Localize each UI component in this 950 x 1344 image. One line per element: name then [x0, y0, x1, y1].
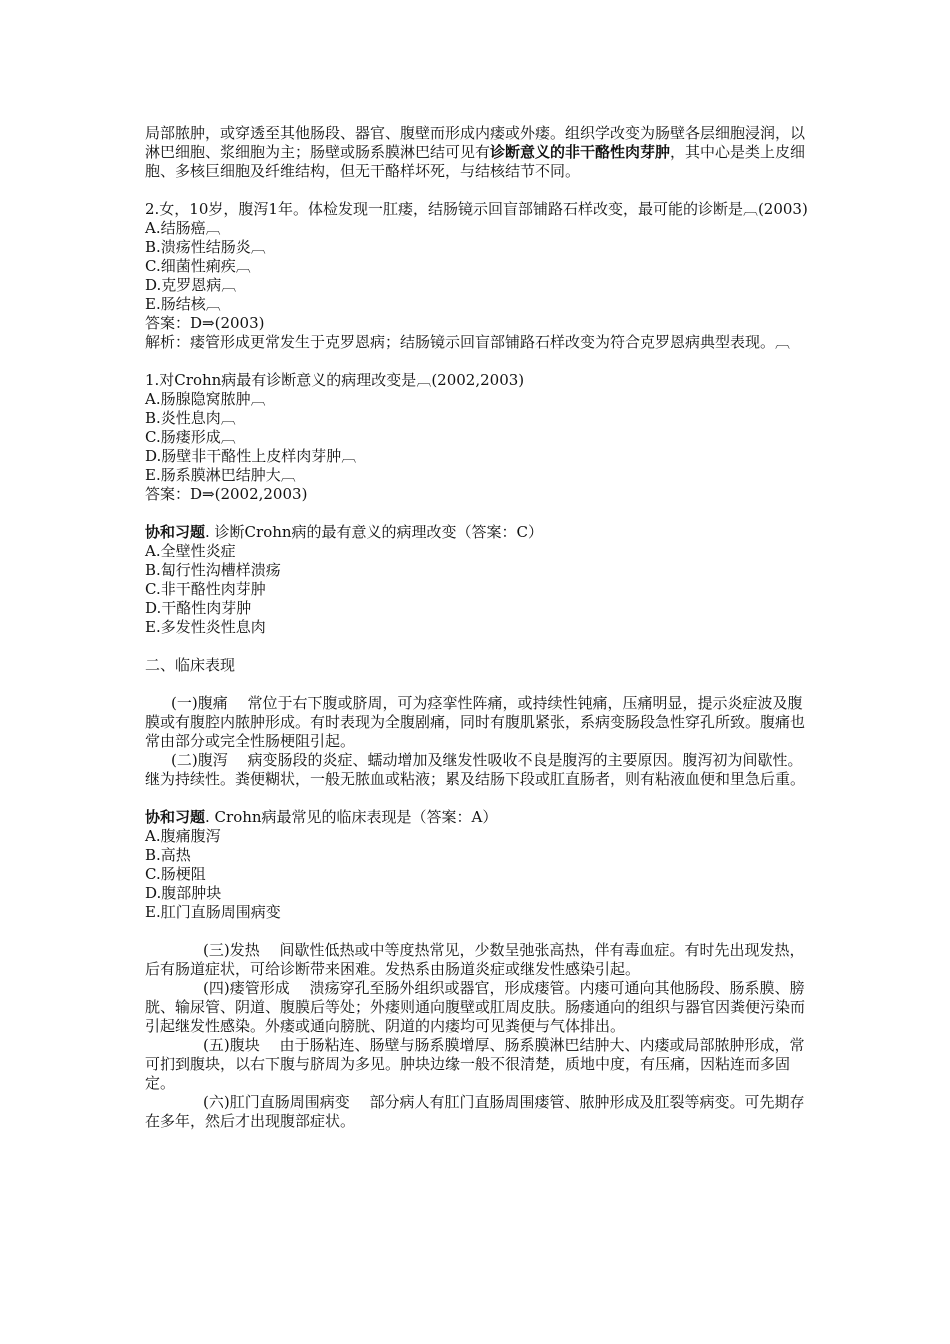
intro-text-b: ，其中心是类上皮细胞、多核巨细胞及纤维结构，但无干酪样坏死，与结核结节不同。	[145, 143, 806, 180]
option-c: C.肠瘘形成︹	[145, 428, 236, 446]
option-c: C.细菌性痢疾︹	[145, 257, 251, 275]
option-a: A.腹痛腹泻	[145, 827, 221, 845]
document-page	[145, 124, 815, 1131]
clinical-paragraph: (三)发热 间歇性低热或中等度热常见，少数呈弛张高热，伴有毒血症。有时先出现发热，后有肠道症状，可给诊断带来困难。发热系由肠道炎症或继发性感染引起。	[145, 941, 805, 978]
option-d: D.克罗恩病︹	[145, 276, 237, 294]
section-title: 二、临床表现	[145, 656, 236, 674]
option-d: D.干酪性肉芽肿	[145, 599, 252, 617]
analysis: 解析：瘘管形成更常发生于克罗恩病；结肠镜示回盲部铺路石样改变为符合克罗恩病典型表现。︹	[145, 333, 791, 351]
option-e: E.肠系膜淋巴结肿大︹	[145, 466, 296, 484]
option-a: A.全壁性炎症	[145, 542, 236, 560]
option-c: C.肠梗阻	[145, 865, 206, 883]
option-d: D.腹部肿块	[145, 884, 222, 902]
exercise-stem	[145, 808, 815, 827]
intro-bold-text: 诊断意义的非干酪性肉芽肿	[490, 143, 671, 161]
exercise-stem	[145, 523, 815, 542]
option-e: E.肛门直肠周围病变	[145, 903, 281, 921]
option-e: E.肠结核︹	[145, 295, 221, 313]
exercise-1	[145, 523, 815, 637]
question-stem: 1.对Crohn病最有诊断意义的病理改变是︹(2002,2003)	[145, 371, 525, 389]
option-b: B.溃疡性结肠炎︹	[145, 238, 266, 256]
exercise-label: 协和习题	[145, 523, 206, 541]
answer: 答案：D⇒(2003)	[145, 314, 265, 332]
clinical-block-1	[145, 694, 815, 789]
option-d: D.肠壁非干酪性上皮样肉芽肿︹	[145, 447, 357, 465]
clinical-block-2	[145, 941, 815, 1131]
option-e: E.多发性炎性息肉	[145, 618, 266, 636]
option-b: B.炎性息肉︹	[145, 409, 236, 427]
exercise-text: . 诊断Crohn病的最有意义的病理改变（答案：C）	[205, 523, 544, 541]
answer: 答案：D⇒(2002,2003)	[145, 485, 308, 503]
exercise-label: 协和习题	[145, 808, 206, 826]
clinical-paragraph: (二)腹泻 病变肠段的炎症、蠕动增加及继发性吸收不良是腹泻的主要原因。腹泻初为间歇性。继为持续性。粪便糊状，一般无脓血或粘液；累及结肠下段或肛直肠者，则有粘液血便和里急后重。	[145, 751, 806, 788]
question-stem: 2.女，10岁，腹泻1年。体检发现一肛瘘，结肠镜示回盲部铺路石样改变，最可能的诊断是︹(2003)	[145, 200, 808, 218]
clinical-paragraph: (一)腹痛 常位于右下腹或脐周，可为痉挛性阵痛，或持续性钝痛，压痛明显，提示炎症波及腹膜或有腹腔内脓肿形成。有时表现为全腹剧痛，同时有腹肌紧张，系病变肠段急性穿孔所致。腹痛也常由部分或完全性肠梗阻引起。	[145, 694, 806, 750]
clinical-paragraph: (五)腹块 由于肠粘连、肠壁与肠系膜增厚、肠系膜淋巴结肿大、内瘘或局部脓肿形成，常可扪到腹块，以右下腹与脐周为多见。肿块边缘一般不很清楚，质地中度，有压痛，因粘连而多固定。	[145, 1036, 805, 1092]
intro-text-a: 局部脓肿，或穿透至其他肠段、器官、腹壁而形成内瘘或外瘘。组织学改变为肠壁各层细胞浸润，以淋巴细胞、浆细胞为主；肠壁或肠系膜淋巴结可见有	[145, 124, 806, 161]
intro-paragraph	[145, 124, 815, 181]
option-b: B.匐行性沟槽样溃疡	[145, 561, 281, 579]
option-a: A.结肠癌︹	[145, 219, 221, 237]
exercise-2	[145, 808, 815, 922]
option-a: A.肠腺隐窝脓肿︹	[145, 390, 266, 408]
question-2	[145, 200, 815, 352]
question-1	[145, 371, 815, 504]
exercise-text: . Crohn病最常见的临床表现是（答案：A）	[205, 808, 498, 826]
clinical-paragraph: (四)瘘管形成 溃疡穿孔至肠外组织或器官，形成瘘管。内瘘可通向其他肠段、肠系膜、膀胱、输尿管、阴道、腹膜后等处；外瘘则通向腹壁或肛周皮肤。肠瘘通向的组织与器官因粪便污染而引起继发性感染。外瘘或通向膀胱、阴道的内瘘均可见粪便与气体排出。	[145, 979, 806, 1035]
option-c: C.非干酪性肉芽肿	[145, 580, 266, 598]
clinical-paragraph: (六)肛门直肠周围病变 部分病人有肛门直肠周围瘘管、脓肿形成及肛裂等病变。可先期存在多年，然后才出现腹部症状。	[145, 1093, 805, 1130]
option-b: B.高热	[145, 846, 191, 864]
